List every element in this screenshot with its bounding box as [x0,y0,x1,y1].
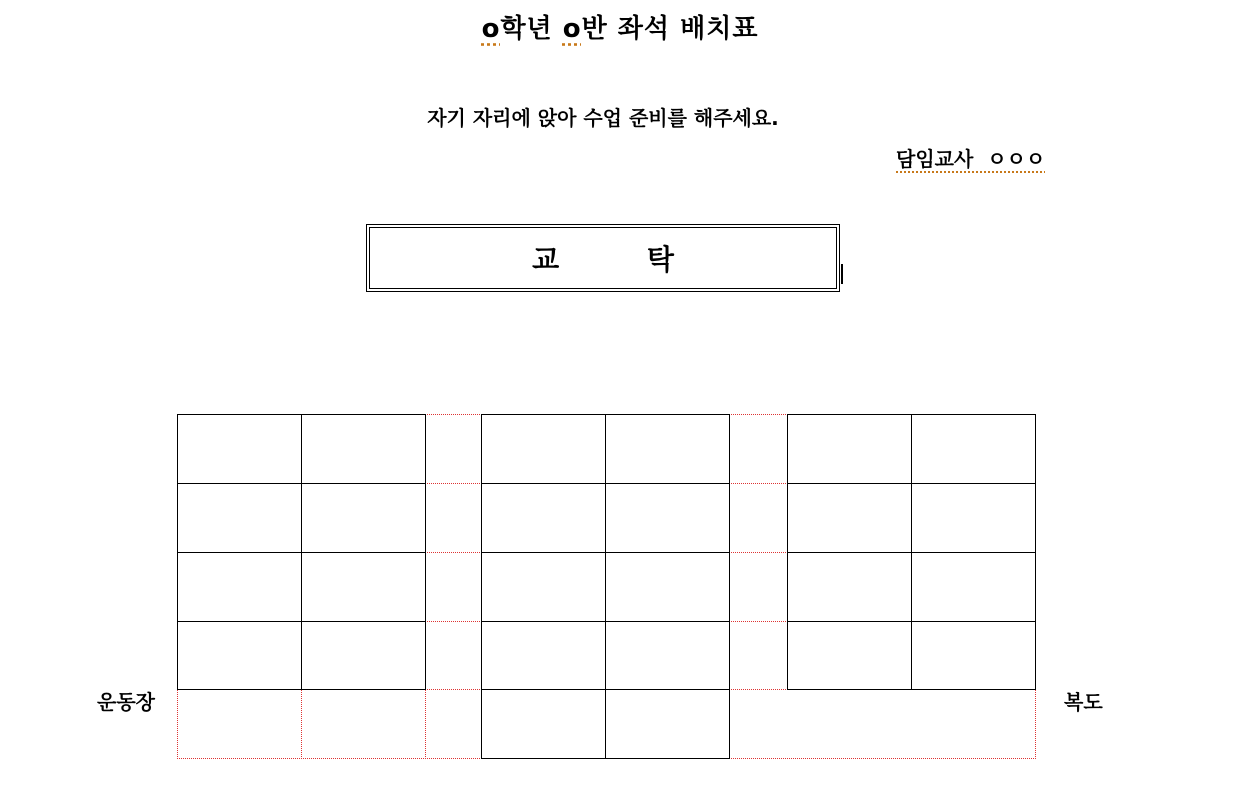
seat[interactable] [177,414,302,484]
aisle-cell [425,621,482,690]
playground-label: 운동장 [97,690,155,714]
aisle-cell [425,483,482,553]
grade-text: 학년 [500,14,553,44]
seat[interactable] [911,552,1036,622]
seat[interactable] [605,552,730,622]
seat[interactable] [605,414,730,484]
seat[interactable] [177,552,302,622]
seat[interactable] [301,552,426,622]
aisle-cell [425,689,482,759]
seat[interactable] [911,414,1036,484]
seat[interactable] [787,621,912,690]
aisle-cell [729,483,788,553]
aisle-cell [425,414,482,484]
empty-seat-cell [911,689,1036,759]
seat[interactable] [301,621,426,690]
seat[interactable] [481,621,606,690]
seat[interactable] [911,483,1036,553]
teacher-desk[interactable] [366,224,840,292]
grade-mark: o [481,14,501,44]
seat[interactable] [177,483,302,553]
seat[interactable] [787,483,912,553]
seat[interactable] [301,483,426,553]
seat[interactable] [481,552,606,622]
page-title [0,8,1240,45]
seat[interactable] [481,689,606,759]
empty-seat-cell [177,689,302,759]
seat[interactable] [787,552,912,622]
seat[interactable] [605,621,730,690]
class-text: 반 [581,14,608,44]
seat[interactable] [177,621,302,690]
seat[interactable] [605,483,730,553]
aisle-cell [425,552,482,622]
empty-seat-cell [787,689,912,759]
aisle-cell [729,552,788,622]
instruction-text: 자기 자리에 앉아 수업 준비를 해주세요. [427,106,779,130]
aisle-cell [729,689,788,759]
hallway-label: 복도 [1064,690,1103,714]
seat[interactable] [481,483,606,553]
seat[interactable] [301,414,426,484]
seating-grid [177,414,1038,759]
text-cursor [841,264,843,284]
teacher-desk-label: 교 탁 [532,243,674,276]
title-rest: 좌석 배치표 [617,14,759,44]
seat[interactable] [481,414,606,484]
teacher-name: 담임교사 ㅇㅇㅇ [896,147,1046,171]
aisle-cell [729,621,788,690]
empty-seat-cell [301,689,426,759]
seat[interactable] [787,414,912,484]
aisle-cell [729,414,788,484]
class-mark: o [562,14,582,44]
seat[interactable] [605,689,730,759]
seat[interactable] [911,621,1036,690]
